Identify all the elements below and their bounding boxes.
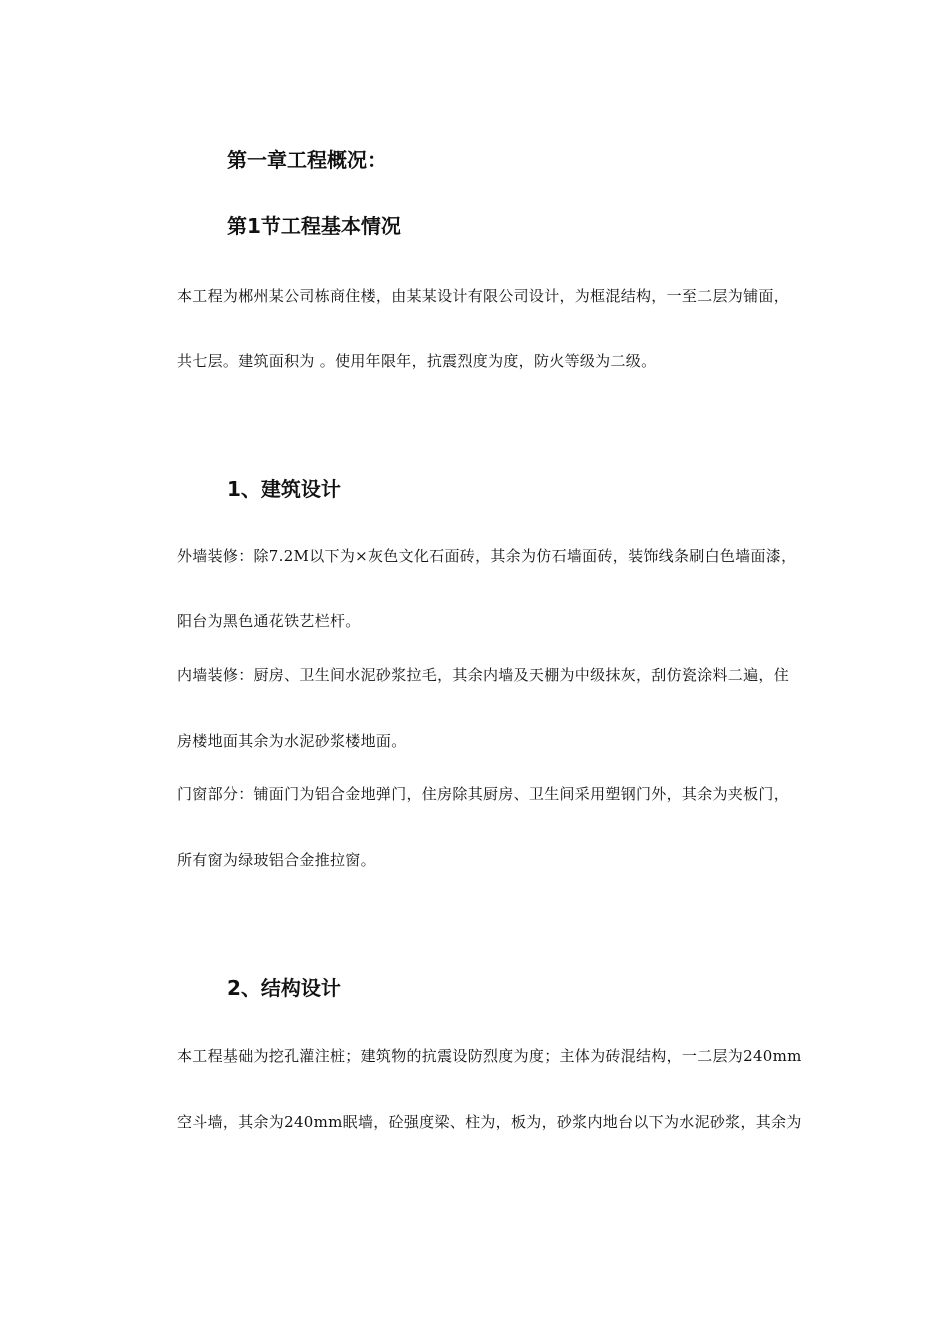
- section-title: 第1节工程基本情况: [227, 214, 401, 238]
- chapter-title: 第一章工程概况：: [227, 148, 387, 172]
- interior-line-2: 房楼地面其余为水泥砂浆楼地面。: [177, 732, 407, 750]
- exterior-line-1: 外墙装修：除7.2M以下为×灰色文化石面砖，其余为仿石墙面砖，装饰线条刷白色墙面漆，: [177, 547, 797, 565]
- doors-line-2: 所有窗为绿玻铝合金推拉窗。: [177, 851, 376, 869]
- intro-line-2: 共七层。建筑面积为 。使用年限年，抗震烈度为度，防火等级为二级。: [177, 352, 657, 370]
- structure-line-2: 空斗墙，其余为240mm眠墙，砼强度梁、柱为，板为，砂浆内地台以下为水泥砂浆，其余为: [177, 1113, 802, 1131]
- doors-line-1: 门窗部分：铺面门为铝合金地弹门，住房除其厨房、卫生间采用塑钢门外，其余为夹板门，: [177, 785, 790, 803]
- structure-heading: 2、结构设计: [227, 976, 341, 1000]
- exterior-line-2: 阳台为黑色通花铁艺栏杆。: [177, 612, 361, 630]
- structure-line-1: 本工程基础为挖孔灌注桩；建筑物的抗震设防烈度为度；主体为砖混结构，一二层为240mm: [177, 1047, 802, 1065]
- interior-line-1: 内墙装修：厨房、卫生间水泥砂浆拉毛，其余内墙及天棚为中级抹灰，刮仿瓷涂料二遍，住: [177, 666, 790, 684]
- architecture-heading: 1、建筑设计: [227, 477, 341, 501]
- intro-line-1: 本工程为郴州某公司栋商住楼，由某某设计有限公司设计，为框混结构，一至二层为铺面，: [177, 287, 790, 305]
